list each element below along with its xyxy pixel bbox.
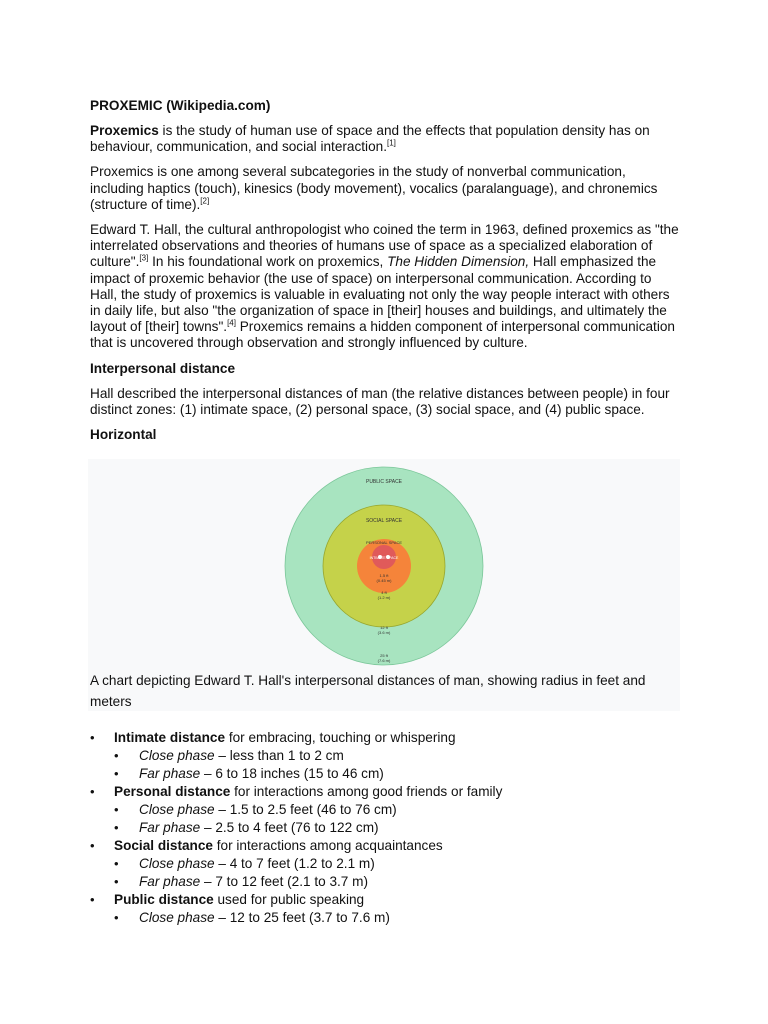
phase-desc: – 4 to 7 feet (1.2 to 2.1 m) bbox=[214, 856, 375, 871]
section-heading-horizontal: Horizontal bbox=[90, 427, 157, 443]
phase-item bbox=[114, 765, 502, 783]
list-term: Public distance bbox=[114, 892, 214, 907]
list-item-personal bbox=[90, 783, 502, 837]
hall-text-1: Edward T. Hall, the cultural anthropologist who coined the term in 1963, defined proxemics as "the interrelated observations and theories of humans use of space as a specialized elaboration of culture". bbox=[90, 222, 679, 270]
social-space-label: SOCIAL SPACE bbox=[365, 518, 403, 524]
subcategories-paragraph bbox=[90, 164, 682, 213]
personal-space-label: PERSONAL SPACE bbox=[365, 540, 403, 545]
phase-desc: – 12 to 25 feet (3.7 to 7.6 m) bbox=[214, 910, 390, 925]
phase-list bbox=[114, 855, 502, 891]
radius-label-2-m: (1.2 m) bbox=[377, 595, 391, 600]
phase-desc: – 2.5 to 4 feet (76 to 122 cm) bbox=[200, 820, 379, 835]
phase-name: Far phase bbox=[139, 874, 201, 889]
phase-name: Close phase bbox=[139, 748, 215, 763]
phase-item bbox=[114, 873, 502, 891]
list-item-social bbox=[90, 837, 502, 891]
phase-name: Close phase bbox=[139, 856, 215, 871]
phase-name: Close phase bbox=[139, 910, 215, 925]
citation-link[interactable]: [3] bbox=[139, 253, 149, 263]
phase-item bbox=[114, 819, 502, 837]
phase-name: Far phase bbox=[139, 766, 201, 781]
proxemics-diagram bbox=[88, 459, 680, 669]
article bbox=[90, 98, 682, 452]
zones-paragraph: Hall described the interpersonal distances of man (the relative distances between people) in four distinct zones: (1) intimate space, (2) personal space, (3) social space, and (4) public space. bbox=[90, 385, 670, 417]
intro-paragraph bbox=[90, 123, 682, 155]
radius-label-3-ft: 12 ft bbox=[380, 625, 388, 630]
section-heading-interpersonal-distance: Interpersonal distance bbox=[90, 360, 236, 376]
phase-item bbox=[114, 909, 502, 927]
list-desc: for interactions among good friends or family bbox=[230, 784, 503, 799]
radius-label-1-ft: 1.5 ft bbox=[379, 573, 389, 578]
list-desc: used for public speaking bbox=[213, 892, 365, 907]
citation-link[interactable]: [1] bbox=[386, 138, 396, 148]
radius-label-1-m: (0.45 m) bbox=[376, 578, 392, 583]
proxemics-figure bbox=[88, 459, 680, 711]
hall-text-3: Hall emphasized the impact of proxemic behavior (the use of space) on interpersonal communication. According to Hall, the study of proxemics is valuable in evaluating not only the way people interact with others in daily life, but also "the organization of space in [their] houses and buildings, and ultimately the layout of [their] towns". bbox=[90, 254, 670, 335]
page-title: PROXEMIC (Wikipedia.com) bbox=[90, 98, 271, 113]
list-desc: for interactions among acquaintances bbox=[212, 838, 443, 853]
phase-desc: – less than 1 to 2 cm bbox=[214, 748, 344, 763]
citation-link[interactable]: [2] bbox=[200, 196, 210, 206]
term-proxemics: Proxemics bbox=[90, 123, 159, 138]
public-space-label: PUBLIC SPACE bbox=[365, 479, 403, 485]
distance-list bbox=[90, 729, 502, 927]
citation-link[interactable]: [4] bbox=[227, 318, 236, 328]
list-item-intimate bbox=[90, 729, 502, 783]
hall-paragraph bbox=[90, 222, 682, 352]
phase-item bbox=[114, 855, 502, 873]
list-term: Intimate distance bbox=[114, 730, 226, 745]
phase-desc: – 1.5 to 2.5 feet (46 to 76 cm) bbox=[214, 802, 397, 817]
phase-name: Close phase bbox=[139, 802, 215, 817]
hall-text-2: In his foundational work on proxemics, bbox=[148, 254, 388, 270]
phase-desc: – 6 to 18 inches (15 to 46 cm) bbox=[200, 766, 384, 781]
radius-label-4-ft: 25 ft bbox=[380, 653, 388, 658]
phase-list bbox=[114, 909, 502, 927]
book-title: The Hidden Dimension, bbox=[387, 254, 530, 270]
subcategories-text: Proxemics is one among several subcategories in the study of nonverbal communication, including haptics (touch), kinesics (body movement), vocalics (paralanguage), and chronemics (structure of time). bbox=[90, 164, 658, 212]
phase-list bbox=[114, 801, 502, 837]
intro-text: is the study of human use of space and the effects that population density has on behaviour, communication, and social interaction. bbox=[90, 123, 650, 155]
radius-label-4-m: (7.6 m) bbox=[377, 658, 391, 663]
list-term: Personal distance bbox=[114, 784, 231, 799]
hall-text-4: Proxemics remains a hidden component of interpersonal communication that is uncovered through observation and strongly influenced by culture. bbox=[90, 319, 675, 351]
radius-label-3-m: (3.6 m) bbox=[377, 630, 391, 635]
list-desc: for embracing, touching or whispering bbox=[225, 730, 456, 745]
list-item-public bbox=[90, 891, 502, 927]
phase-list bbox=[114, 747, 502, 783]
phase-item bbox=[114, 801, 502, 819]
figure-caption: A chart depicting Edward T. Hall's interpersonal distances of man, showing radius in feet and meters bbox=[90, 673, 646, 709]
phase-item bbox=[114, 747, 502, 765]
phase-name: Far phase bbox=[139, 820, 201, 835]
phase-desc: – 7 to 12 feet (2.1 to 3.7 m) bbox=[200, 874, 368, 889]
list-term: Social distance bbox=[114, 838, 213, 853]
intimate-space-label: INTIMATE SPACE bbox=[369, 556, 399, 560]
radius-label-2-ft: 4 ft bbox=[381, 590, 387, 595]
